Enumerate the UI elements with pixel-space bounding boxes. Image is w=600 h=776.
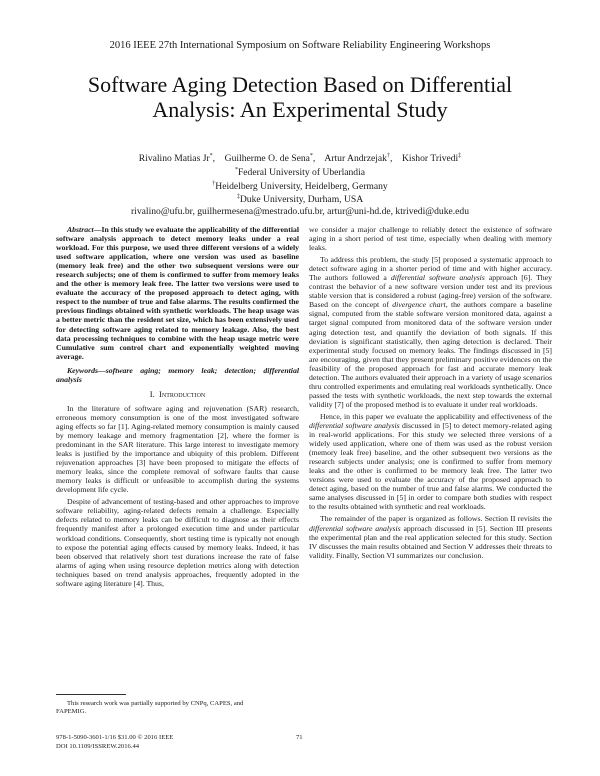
text-run: The remainder of the paper is organized as follows. Section II revisits the xyxy=(320,514,552,524)
title-line-2: Analysis: An Experimental Study xyxy=(152,97,448,122)
keywords xyxy=(56,366,299,384)
emphasis: differential software analysis xyxy=(309,420,400,430)
abstract xyxy=(56,225,299,361)
text-run: , the authors compare a baseline signal, computed from the stable software version monitored data, against a target signal computed from monitored data of the software version under aging detection test, and quantify the deviation of both signals. If this deviation is significant statistically, then aging detection is declared. Their experimental study focused on memory leaks. The findings discussed in [5] are encouraging, given that they present preliminary positive evidences on the feasibility of the proposed approach for fast and accurate memory leak detection. The authors evaluated their approach in a variety of usage scenarios thru controlled experiments and emulating real workloads synthetically. Once passed the tests with synthetic workloads, the next step towards the external validity [7] of the proposed method is to evaluate it under real workloads. xyxy=(309,300,552,409)
intro-paragraph xyxy=(309,412,552,512)
footnote xyxy=(56,700,299,716)
affiliation xyxy=(30,192,570,206)
text-run: Hence, in this paper we evaluate the applicability and effectiveness of the xyxy=(320,411,552,421)
section-title: Introduction xyxy=(159,388,206,399)
author-emails: rivalino@ufu.br, guilhermesena@mestrado.ufu.br, artur@uni-hd.de, ktrivedi@duke.edu xyxy=(130,206,469,218)
text-run: discussed in [5] to detect memory-related aging in real-world applications. For this study we selected three versions of a widely used application, where one of them was used as the robust version (memory leak free) baseline, and the other subsequent two versions as the research subjects under analysis; one is confirmed to suffer from memory leaks and the other is confirmed to be memory leak free. The latter two versions were used to evaluate the accuracy of the proposed approach to detect aging, based on the number of true and false alarms. We conducted the same analyses discussed in [5] in order to compare both studies with respect to the results obtained with synthetic and real workloads. xyxy=(309,420,552,512)
conference-header: 2016 IEEE 27th International Symposium on Software Reliability Engineering Workshops xyxy=(109,40,491,51)
intro-paragraph: Despite of advancement of testing-based and other approaches to improve software reliability, aging-related defects remain a challenge. Especially defects related to memory leaks can be difficult to diagnose as their effects frequently manifest after a prolonged execution time and under particular workload conditions. Consequently, short testing time is typically not enough to expose the potential aging effects caused by memory leaks. Indeed, it has been observed that relatively short test durations increase the rate of false alarms of aging when using resource depletion metrics along with detection techniques based on trend analysis approaches, frequently adopted in the software aging literature [4]. Thus, xyxy=(56,497,299,588)
author: Kishor Trivedi xyxy=(401,153,459,165)
keywords-text: —software aging; memory leak; detection; differential analysis xyxy=(56,365,299,384)
abstract-label: Abstract xyxy=(67,225,94,234)
right-column xyxy=(309,225,552,563)
affiliation-text: Duke University, Durham, USA xyxy=(239,194,364,206)
section-heading-introduction xyxy=(56,390,299,399)
affiliation xyxy=(30,165,570,179)
left-column xyxy=(56,225,299,591)
text-run: To address this problem, the study [5] proposed a systematic approach to detect software aging in a shorter period of time and with higher accuracy. The authors followed a xyxy=(309,255,552,283)
affiliation-text: Federal University of Uberlandia xyxy=(237,166,366,178)
affiliation xyxy=(30,179,570,193)
affiliation-mark: * xyxy=(234,166,238,173)
author-block xyxy=(30,151,570,218)
intro-paragraph: In the literature of software aging and rejuvenation (SAR) research, erroneous memory consumption is one of the most investigated software aging effects so far [1]. Aging-related memory consumption is mainly caused by memory leakage and memory fragmentation [2], where the former is predominant in the SAR literature. This large interest to investigate memory leaks is justified by the importance and ubiquity of this problem. Different rejuvenation approaches [3] have been proposed to mitigate the effects of memory leaks, since the complete removal of software faults that cause memory leaks is difficult or unfeasible to accomplish during the systems development life cycle. xyxy=(56,403,299,495)
author-mark: * xyxy=(209,153,213,159)
text-run: approach discussed in [5]. Section III presents the experimental plan and the real application selected for this study. Section IV discusses the main results obtained and Section V addresses their threats to validity. Finally, Section VI summarizes our conclusion. xyxy=(309,523,552,560)
author: Artur Andrzejak xyxy=(324,153,387,165)
footnote-line: This research work was partially supported by CNPq, CAPES, and xyxy=(67,700,244,707)
author-mark: * xyxy=(309,153,313,159)
author: Rivalino Matias Jr xyxy=(138,153,210,165)
affiliation-text: Heidelberg University, Heidelberg, Germany xyxy=(215,180,388,192)
keywords-label: Keywords xyxy=(67,365,98,375)
emphasis: differential software analysis xyxy=(309,523,401,533)
intro-paragraph xyxy=(309,514,552,559)
abstract-text: —In this study we evaluate the applicability of the differential software analysis approach to detect memory leaks under a real workload. For this purpose, we used three different versions of a widely used software application, where one version was used as baseline (memory leak free) and the other two subsequent versions were our research subjects; one of them is confirmed to suffer from memory leaks and the other is memory leak free. The latter two versions were used to evaluate the accuracy of the proposed approach to detect aging, with respect to the number of true and false alarms. The results confirmed the previous findings obtained with synthetic workloads. The heap usage was a better metric than the resident set size, which has been extensively used for detecting software aging related to memory leakage. Also, the best data processing techniques to combine with the heap usage metric were Cumulative sum control chart and exponentially weighted moving average. xyxy=(56,225,299,361)
affiliation-mark: ‡ xyxy=(236,194,240,201)
isbn-line: 978-1-5090-3601-1/16 $31.00 © 2016 IEEE xyxy=(56,734,174,741)
emphasis: divergence chart xyxy=(392,300,446,310)
author-mark: ‡ xyxy=(458,153,462,159)
section-number: I. xyxy=(149,388,155,399)
paper-title xyxy=(40,72,560,122)
doi-line: DOI 10.1109/ISSREW.2016.44 xyxy=(56,742,140,750)
affiliation-mark: † xyxy=(212,180,216,187)
title-line-1: Software Aging Detection Based on Differential xyxy=(87,72,513,97)
author-list: Rivalino Matias Jr*, Guilherme O. de Sena*, Artur Andrzejak†, Kishor Trivedi‡ xyxy=(138,153,462,165)
intro-paragraph: we consider a major challenge to reliably detect the existence of software aging in a short period of test time, especially when dealing with memory leaks. xyxy=(309,225,552,253)
intro-paragraph xyxy=(309,255,552,409)
footnote-divider xyxy=(56,694,126,695)
footnote-line: FAPEMIG. xyxy=(56,708,87,716)
publication-info xyxy=(56,734,173,751)
page-number: 71 xyxy=(296,734,303,741)
author-mark: † xyxy=(386,153,390,159)
author: Guilherme O. de Sena xyxy=(224,153,310,165)
emphasis: differential software analysis xyxy=(390,273,485,283)
text-run: approach [6]. They contrast the behavior of a new software version under test and its previous stable version that is considered a robust (aging-free) version of the software. Based on the concept of xyxy=(309,273,552,310)
